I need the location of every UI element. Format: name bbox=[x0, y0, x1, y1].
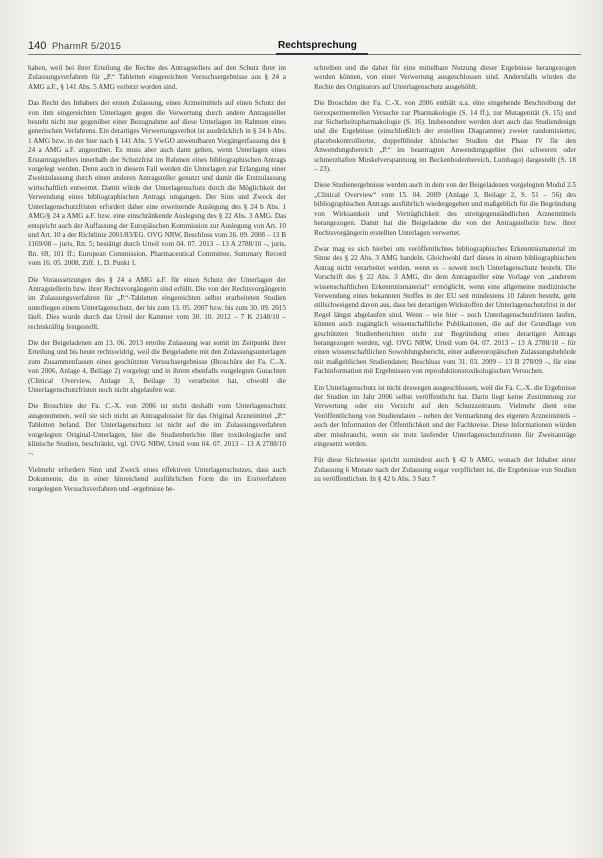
paragraph: Die Voraussetzungen des § 24 a AMG a.F. für einen Schutz der Unterlagen der Antragstellerin bzw. ihrer Rechtsvorgängerin sind erfüllt. Die von der Rechtsvorgängerin im Zulassungsverfahren für „P.“-Tabletten eingereichten selbst erarbeiteten Studien unterliegen einem Unterlagenschutz, der bis zum 13. 05. 2007 bzw. bis zum 30. 09. 2015 läuft. Dies wurde durch das Urteil der Kammer vom 30. 10. 2012 – 7 K 2148/10 – rechtskräftig festgestellt. bbox=[28, 275, 286, 331]
paragraph: Zwar mag es sich hierbei um veröffentlichtes bibliographisches Erkenntnismaterial im Sinne des § 22 Abs. 3 AMG handeln. Gleichwohl darf dieses in einem bibliographischen Antrag nicht verarbeitet werden, wenn es – soweit noch Unterlagenschutz besteht. Die Vorschrift des § 22 Abs. 3 AMG, die dem Antragsteller eine Vorlage von „anderem wissenschaftlichen Erkenntnismaterial“ ermöglicht, wenn eine allgemeine medizinische Verwendung eines bekannten Stoffes in der EU seit mindestens 10 Jahren besteht, geht stillschweigend davon aus, dass bei derartigen Wirkstoffen der Unterlagenschutzfrist in der Regel längst abgelaufen sind. Wenn – wie hier – noch Unterlagenschutzfristen laufen, können auch zugänglich wissenschaftliche Publikationen, die auf der Grundlage von geschützten Studienberichten nicht zur Begründung eines derartigen Antrags herangezogen werden, vgl. OVG NRW, Urteil vom 04. 07. 2013 – 13 A 2788/10 – für einen wissenschaftlichen Sowohlungsbericht, einer außereuropäischen Zulassungsbehörde mit maßgeblichen Studiendaten; Beschluss vom 31. 03. 2009 – 13 B 278/09 –, für eine Fachinformation mit Ergebnissen von reproduktionstoxikologischen Versuchen. bbox=[314, 244, 576, 376]
paragraph: Das Recht des Inhabers der ersten Zulassung, eines Arzneimittels auf einen Schutz der von ihm eingereichten Unterlagen gegen die Verwertung durch andere Antragsteller besteht nicht nur gegenüber einer Bezugnahme auf diese Unterlagen im Rahmen eines generischen Verfahrens. Ein derartiges Verwertungsverbot ist ausdrücklich in § 24 b Abs. 1 AMG bzw. in der hier nach § 141 Abs. 5 VwGO anwendbaren Vorgängerfassung des § 24 a AMG a.F. angeordnet. Es muss aber auch dann gelten, wenn Unterlagen eines Erstantragstellers innerhalb der Schutzfrist im Rahmen eines bibliographischen Antrags vorgelegt werden. Denn auch in diesem Fall werden die Unterlagen zur Erlangung einer Zweitzulassung durch einen anderen Antragsteller genutzt und damit die Erstzulassung wirtschaftlich entwertet. Damit würde der Unterlagenschutz durch die Möglichkeit der Verwendung eines bibliographischen Antrags umgangen. Der Sinn und Zweck der Unterlagenschutzfristen erfordert daher eine erweiternde Auslegung des § 24 b Abs. 1 AMG/§ 24 a AMG a.F. bzw. eine einschränkende Auslegung des § 22 Abs. 3 AMG. Das entspricht auch der Auffassung der Europäischen Kommission zur Auslegung von Art. 10 und Art. 10 a der Richtlinie 2001/83/EG. OVG NRW, Beschluss vom 26. 09. 2008 – 13 B 1169/08 – juris, Rn. 5; bestätigt durch Urteil vom 04. 07. 2013 – 13 A 2788/10 –, juris, Rn. 69, 101 ff.; European Commission, Pharmaceutical Committee, Summary Record vom 16. 05. 2008, Ziff. 1. D. Punkt 1. bbox=[28, 99, 286, 268]
paragraph: Für diese Sichtweise spricht zumindest auch § 42 b AMG, wonach der Inhaber einer Zulassung 6 Monate nach der Zulassung sogar verpflichtet ist, die Ergebnisse von Studien zu veröffentlichen. In § 42 b Abs. 3 Satz 7 bbox=[314, 456, 576, 484]
paragraph: Die der Beigeladenen am 13. 06. 2013 erteilte Zulassung war somit im Zeitpunkt ihrer Erteilung und bis heute rechtswidrig, weil die Beigeladene mit den Zulassungsunterlagen zum Zusammenfassen eines geschützten Versuchsergebnisse (Broschüre der Fa. C.-X. von 2006, Anlage 4, Beilage 2) vorgelegt und in ihrem ebenfalls vorgelegten Gutachten (Clinical Overview, Anlage 3, Beilage 3) verarbeitet hat, obwohl die Unterlagenschutzfristen noch nicht abgelaufen war. bbox=[28, 338, 286, 394]
paragraph: Die Broschüre der Fa. C.-X. von 2006 ist nicht deshalb vom Unterlagenschutz ausgenommen, weil sie sich nicht an Antragsdossier für das Original Arzneimittel „P.“ Tabletten befand. Der Unterlagenschutz ist nicht auf die im Zulassungsverfahren vorgelegten Original-Unterlagen, hier die Studienberichte über toxikologische und klinische Studien, beschränkt, vgl. OVG NRW, Urteil vom 04. 07. 2013 – 13 A 2788/10 –. bbox=[28, 402, 286, 458]
section-title: Rechtsprechung bbox=[278, 40, 357, 51]
journal-name: PharmR 5/2015 bbox=[52, 41, 122, 52]
paragraph: schreiben und die daher für eine mittelbare Nutzung dieser Ergebnisse herangezogen werden können, von einer Verwertung ausgeschlossen sind. Andernfalls würden die Rechte des Originators auf Unterlagenschutz ausgehöhlt. bbox=[314, 64, 576, 91]
paragraph: Die Broschüre der Fa. C.-X. von 2006 enthält u.a. eine eingehende Beschreibung der tierexperimentellen Versuche zur Pharmakologie (S. 14 ff.), zur Mutagenität (S. 15) und zur Sicherheitspharmakologie (S. 16). Insbesondere werden dort auch das Studiendesign und die Ergebnisse (einschließlich der erstellten Diagramme) zweier randomisierter, placebokontrollierter, doppelblinder klinischer Studien der Phase IV für den Anwendungsbereich „P.“ im beantragten Anwendungsgebiet (bei schweren oder schmerzhaften Muskelverspannung im Beckenbodenbereich, Lumbago) dargestellt (S. 18 – 23). bbox=[314, 99, 576, 174]
left-column bbox=[28, 64, 286, 501]
paragraph: Ein Unterlagenschutz ist nicht deswegen ausgeschlossen, weil die Fa. C.-X. die Ergebnisse der Studien im Jahr 2006 selbst veröffentlicht hat. Darin liegt keine Zustimmung zur Verwertung oder ein Verzicht auf den Schutzzeitraum. Vielmehr dient eine Veröffentlichung von Studiendaten – neben der Vermarktung des eigenen Arzneimittels – auch der Information der Öffentlichkeit und der Fachkreise. Diese Informationen würden aber missbraucht, wenn sie trotz laufender Unterlagenschutzfristen für Zweitanträge eingesetzt werden. bbox=[314, 383, 576, 449]
section-rule bbox=[276, 53, 368, 55]
page-number: 140 bbox=[28, 40, 47, 52]
paragraph: Diese Studienergebnisse werden auch in dem von der Beigeladenen vorgelegten Modul 2.5 „Clinical Overview“ vom 15. 04. 2009 (Anlage 3, Beilage 2, S. 51 – 56) des bibliographischen Antrags ausführlich wiedergegeben und maßgeblich für die Begründung von Wirksamkeit und Verträglichkeit des streitgegenständlichen Arzneimittels herangezogen. Damit hat die Beigeladene die von der Antragstellerin bzw. ihrer Rechtsvorgängerin erstellten Unterlagen verwertet. bbox=[314, 181, 577, 237]
right-column bbox=[314, 64, 576, 492]
paragraph: Vielmehr erfordern Sinn und Zweck eines effektiven Unterlagenschutzes, dass auch Dokumente, die in einer hinreichend ausführlichen Form die im Erstverfahren vorgelegten Versuchsverfahren und -ergebnisse be- bbox=[28, 465, 286, 493]
page-header bbox=[28, 38, 581, 58]
paragraph: haben, weil bei ihrer Erteilung die Rechte des Antragstellers auf den Schutz ihrer im Zulassungsverfahren für „P.“ Tabletten eingereichten Versuchsergebnisse aus § 24 a AMG a.F., § 141 Abs. 5 AMG verletzt worden sind. bbox=[28, 64, 286, 91]
